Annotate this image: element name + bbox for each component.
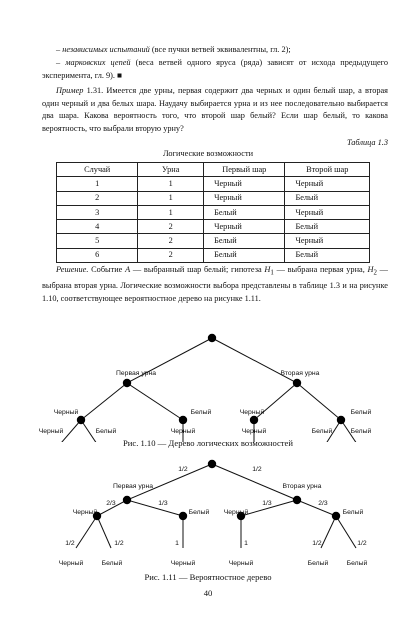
leaf-label: Черный (170, 560, 196, 567)
second-urn-node (293, 379, 301, 387)
table-cell: 1 (138, 205, 204, 219)
table-cell: 2 (57, 191, 138, 205)
table-cell: 6 (57, 248, 138, 262)
probability-label: 1/2 (65, 540, 75, 547)
solution-text: — выбрана вторая урна. Логические возможности выбора представлены в таблице 1.3 и на рисунке 1.10, соответствующее вероятностное дерево на рисунке 1.11. (42, 265, 388, 303)
list-line-independent-text: (все пучки ветвей эквивалентны, гл. 2); (149, 45, 291, 54)
table-number: Таблица 1.3 (346, 138, 388, 147)
probability-label: 2/3 (318, 500, 328, 507)
table-cell: 2 (138, 220, 204, 234)
mid-label: Черный (53, 409, 79, 416)
probability-label: 1/2 (114, 540, 124, 547)
list-line-independent: – независимых испытаний (все пучки ветвей эквивалентны, гл. 2); (56, 45, 291, 54)
mid-label: Черный (239, 409, 265, 416)
leaf-label: Белый (350, 428, 372, 435)
probability-label: 2/3 (106, 500, 116, 507)
table-cell: 2 (138, 248, 204, 262)
table-cell: Черный (204, 191, 285, 205)
hypothesis-index: 1 (270, 269, 274, 277)
figure-1-11-caption: Рис. 1.11 — Вероятностное дерево (144, 572, 272, 582)
term-markov: марковских цепей (65, 58, 131, 67)
table-cell: 5 (57, 234, 138, 248)
first-urn-label: Первая урна (113, 483, 153, 490)
example-paragraph (42, 85, 388, 135)
page-number: 40 (203, 588, 213, 598)
probability-label: 1/3 (262, 500, 272, 507)
table-row (57, 220, 370, 234)
term-independent: независимых испытаний (62, 45, 150, 54)
table-cell: Белый (204, 205, 285, 219)
table-cell: 4 (57, 220, 138, 234)
table-cell: 1 (138, 191, 204, 205)
probability-label: 1/2 (312, 540, 322, 547)
table-cell: Черный (285, 234, 370, 248)
probability-label: 1/2 (252, 466, 262, 473)
leaf-label: Черный (228, 560, 254, 567)
root-node (208, 460, 216, 468)
first-urn-node (123, 379, 131, 387)
hypothesis-symbol: H (264, 265, 271, 274)
probability-label: 1/2 (357, 540, 367, 547)
first-urn-label: Первая урна (116, 370, 156, 377)
example-text: 1.31. Имеется две урны, первая содержит два черных и один белый шар, а вторая один черный и два белых шара. Наудачу выбирается урна и из нее последовательно выбирается два шара. Какова вероятность того, что второй шар белый? Если шар белый, то какова вероятность, что выбрали вторую урну? (42, 86, 388, 133)
probability-label: 1/2 (178, 466, 188, 473)
probability-label: 1/3 (158, 500, 168, 507)
table-cell: Черный (204, 220, 285, 234)
end-of-proof-mark: ■ (117, 70, 123, 80)
table-cell: Белый (204, 234, 285, 248)
table-row (57, 248, 370, 262)
mid-label: Белый (190, 409, 212, 416)
event-symbol: A (125, 265, 131, 274)
table-header: Второй шар (285, 163, 370, 177)
table-cell: 2 (138, 234, 204, 248)
solution-text: — выбранный шар белый; гипотеза (130, 265, 265, 274)
second-urn-node (293, 496, 301, 504)
table-cell: Белый (204, 248, 285, 262)
mid-node (332, 512, 340, 520)
leaf-label: Черный (241, 428, 267, 435)
table-cell: Белый (285, 220, 370, 234)
example-label: Пример (56, 86, 84, 95)
solution-text: — выбрана первая урна, (273, 265, 368, 274)
figure-1-10-caption: Рис. 1.10 — Дерево логических возможностей (123, 438, 293, 448)
list-line-markov: – марковских цепей (веса ветвей одного яруса (ряда) зависят от исхода предыдущего эксперимента, гл. 9). ■ (42, 58, 388, 80)
table-header: Урна (138, 163, 204, 177)
list-line-markov-text: (веса ветвей одного яруса (ряда) зависят от исхода предыдущего эксперимента, гл. 9). (42, 58, 388, 80)
logic-tree-leaves (0, 420, 416, 440)
table-cell: Белый (285, 191, 370, 205)
second-urn-label: Вторая урна (282, 483, 322, 490)
probability-label: 1 (244, 540, 248, 547)
logic-table (56, 162, 370, 263)
table-title: Логические возможности (162, 149, 254, 158)
table-cell: 1 (57, 177, 138, 191)
table-header: Случай (57, 163, 138, 177)
first-urn-node (123, 496, 131, 504)
leaf-label: Белый (95, 428, 117, 435)
table-header: Первый шар (204, 163, 285, 177)
table-cell: Черный (285, 177, 370, 191)
mid-label: Белый (342, 509, 364, 516)
mid-label: Черный (223, 509, 249, 516)
solution-label: Решение. (56, 265, 89, 274)
table-cell: 3 (57, 205, 138, 219)
table-row (57, 234, 370, 248)
table-cell: Черный (285, 205, 370, 219)
solution-paragraph (42, 264, 388, 305)
probability-label: 1 (175, 540, 179, 547)
root-node (208, 334, 216, 342)
mid-label: Черный (72, 509, 98, 516)
mid-label: Белый (350, 409, 372, 416)
table-cell: Черный (204, 177, 285, 191)
table-row (57, 205, 370, 219)
table-row (57, 191, 370, 205)
leaf-label: Белый (307, 560, 329, 567)
solution-text: Событие (88, 265, 126, 274)
hypothesis-index: 2 (373, 269, 377, 277)
leaf-label: Черный (58, 560, 84, 567)
second-urn-label: Вторая урна (280, 370, 320, 377)
hypothesis-symbol: H (367, 265, 374, 274)
table-cell: Белый (285, 248, 370, 262)
leaf-label: Черный (38, 428, 64, 435)
leaf-label: Белый (346, 560, 368, 567)
table-cell: 1 (138, 177, 204, 191)
table-row (57, 177, 370, 191)
leaf-label: Черный (170, 428, 196, 435)
mid-node (179, 512, 187, 520)
mid-label: Белый (188, 509, 210, 516)
leaf-label: Белый (101, 560, 123, 567)
leaf-label: Белый (311, 428, 333, 435)
table-header-row (57, 163, 370, 177)
probability-tree-diagram (0, 456, 416, 574)
